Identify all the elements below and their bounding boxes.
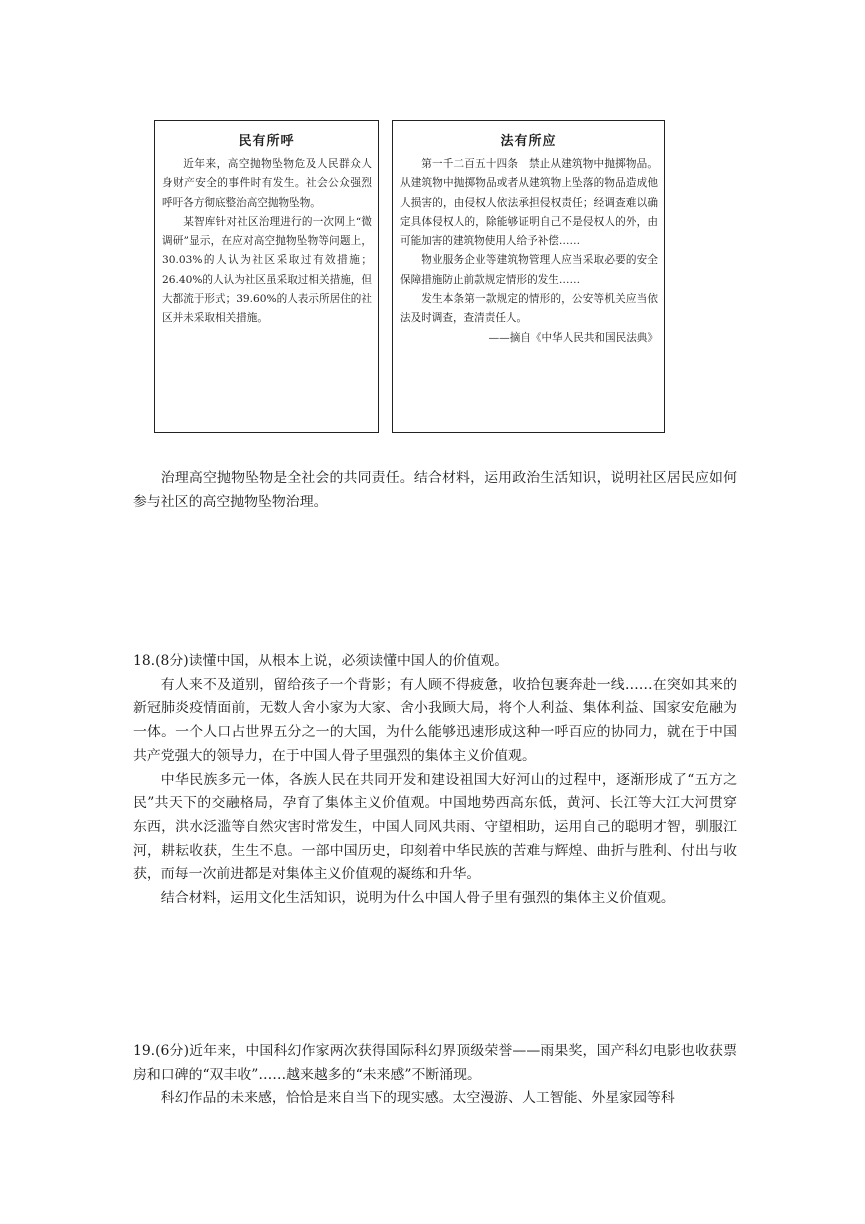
question-17-prompt bbox=[133, 467, 737, 514]
material-paragraph: 物业服务企业等建筑物管理人应当采取必要的安全保障措施防止前款规定情形的发生…… bbox=[400, 254, 658, 286]
material-box-left bbox=[154, 120, 379, 433]
material-title: 法有所应 bbox=[500, 134, 557, 149]
question-paragraph: 科幻作品的未来感，恰恰是来自当下的现实感。太空漫游、人工智能、外星家园等科 bbox=[160, 1090, 675, 1107]
material-paragraph: 第一千二百五十四条 禁止从建筑物中抛掷物品。从建筑物中抛掷物品或者从建筑物上坠落的物品造成他人损害的，由侵权人依法承担侵权责任；经调查难以确定具体侵权人的，除能够证明自己不是侵权人的外，由可能加害的建筑物使用人给予补偿…… bbox=[400, 158, 658, 248]
material-box-right bbox=[392, 120, 665, 433]
material-title: 民有所呼 bbox=[238, 134, 295, 149]
question-prompt-text: 治理高空抛物坠物是全社会的共同责任。结合材料，运用政治生活知识，说明社区居民应如何参与社区的高空抛物坠物治理。 bbox=[133, 470, 737, 510]
material-paragraph: 某智库针对社区治理进行的一次网上“微调研”显示，在应对高空抛物坠物等问题上，30.03%的人认为社区采取过有效措施；26.40%的人认为社区虽采取过相关措施，但大都流于形式；39.60%的人表示所居住的社区并未采取相关措施。 bbox=[162, 215, 372, 325]
question-18 bbox=[133, 650, 737, 911]
material-paragraph: 近年来，高空抛物坠物危及人民群众人身财产安全的事件时有发生。社会公众强烈呼吁各方彻底整治高空抛物坠物。 bbox=[162, 158, 372, 209]
question-paragraph: 有人来不及道别，留给孩子一个背影；有人顾不得疲惫，收拾包裹奔赴一线……在突如其来的新冠肺炎疫情面前，无数人舍小家为大家、舍小我顾大局，将个人利益、集体利益、国家安危融为一体。一个人口占世界五分之一的大国，为什么能够迅速形成这种一呼百应的协同力，就在于中国共产党强大的领导力，在于中国人骨子里强烈的集体主义价值观。 bbox=[133, 676, 737, 764]
material-body bbox=[393, 155, 664, 329]
material-body bbox=[155, 155, 378, 329]
material-source: ——摘自《中华人民共和国民法典》 bbox=[488, 331, 658, 344]
material-paragraph: 发生本条第一款规定的情形的，公安等机关应当依法及时调查，查清责任人。 bbox=[400, 293, 658, 325]
question-19 bbox=[133, 1040, 737, 1111]
question-heading: 19.(6分)近年来，中国科幻作家两次获得国际科幻界顶级荣誉——雨果奖，国产科幻电影也收获票房和口碑的“双丰收”……越来越多的“未来感”不断涌现。 bbox=[133, 1043, 737, 1083]
question-paragraph: 中华民族多元一体，各族人民在共同开发和建设祖国大好河山的过程中，逐渐形成了“五方之民”共天下的交融格局，孕育了集体主义价值观。中国地势西高东低，黄河、长江等大江大河贯穿东西，洪水泛滥等自然灾害时常发生，中国人同风共雨、守望相助，运用自己的聪明才智，驯服江河，耕耘收获，生生不息。一部中国历史，印刻着中华民族的苦难与辉煌、曲折与胜利、付出与收获，而每一次前进都是对集体主义价值观的凝练和升华。 bbox=[133, 771, 737, 883]
question-paragraph: 结合材料，运用文化生活知识，说明为什么中国人骨子里有强烈的集体主义价值观。 bbox=[160, 890, 675, 907]
question-heading: 18.(8分)读懂中国，从根本上说，必须读懂中国人的价值观。 bbox=[133, 653, 509, 669]
